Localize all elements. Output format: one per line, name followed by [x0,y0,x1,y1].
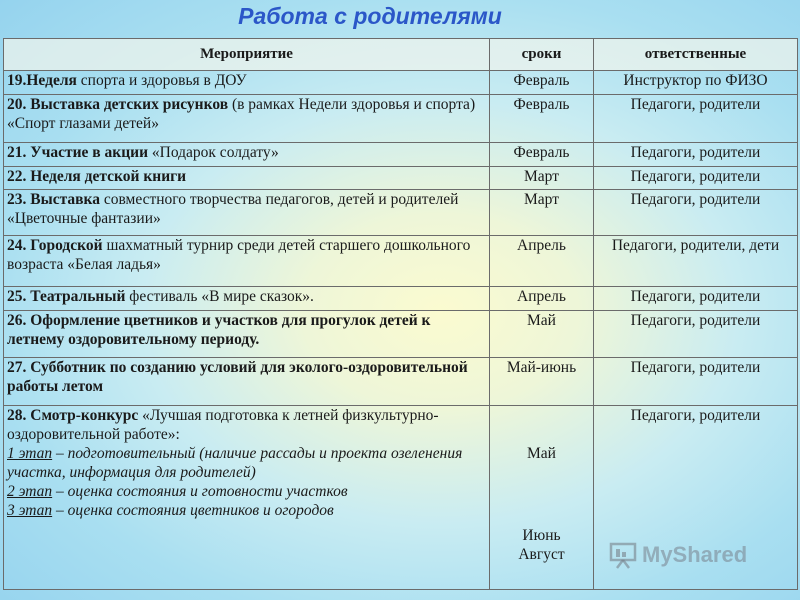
event-details: (в рамках Недели здоровья и спорта) «Спорт глазами детей» [7,96,476,132]
period-cell: Март [490,167,594,190]
event-cell [4,143,490,167]
table-row [4,287,798,311]
responsible-cell: Педагоги, родители [594,406,798,590]
stage-item [7,444,486,482]
period-cell: Апрель [490,236,594,287]
period-cell: Апрель [490,287,594,311]
table-row [4,167,798,190]
stage-period: Май [527,445,556,462]
stage-text: – подготовительный (наличие рассады и проекта озеленения участка, информация для родителей) [7,445,463,481]
event-details: шахматный турнир среди детей старшего дошкольного возраста «Белая ладья» [7,237,471,273]
event-title: 22. Неделя детской книги [7,168,187,185]
event-title: 24. Городской [7,237,103,254]
period-cell: Май-июнь [490,358,594,406]
period-cell: Май [490,311,594,358]
stage-label: 2 этап [7,483,53,500]
stage-item [7,482,486,501]
period-cell: Февраль [490,95,594,143]
stage-period: Июнь [522,527,561,544]
event-cell [4,358,490,406]
column-header-event: Мероприятие [4,39,490,71]
event-details: совместного творчества педагогов, детей и родителей «Цветочные фантазии» [7,191,459,227]
table-row [4,143,798,167]
period-cell [490,406,594,590]
event-title: 27. Субботник по созданию условий для эколого-оздоровительной работы летом [7,359,468,395]
event-summary [7,406,486,444]
event-cell [4,71,490,95]
responsible-cell: Педагоги, родители [594,167,798,190]
responsible-cell: Инструктор по ФИЗО [594,71,798,95]
event-cell [4,190,490,236]
table-row [4,236,798,287]
event-details: «Лучшая подготовка к летней физкультурно-оздоровительной работе»: [7,407,439,443]
table-row [4,71,798,95]
responsible-cell: Педагоги, родители [594,143,798,167]
event-title: 23. Выставка [7,191,100,208]
presentation-icon [608,540,638,570]
event-title: 28. Смотр-конкурс [7,407,139,424]
watermark [608,540,747,570]
column-header-period: сроки [490,39,594,71]
watermark-text: MyShared [642,542,748,567]
event-details: «Подарок солдату» [148,144,279,161]
event-cell [4,236,490,287]
responsible-cell: Педагоги, родители [594,311,798,358]
responsible-cell: Педагоги, родители [594,95,798,143]
responsible-cell: Педагоги, родители [594,190,798,236]
event-title: 21. Участие в акции [7,144,149,161]
event-cell [4,311,490,358]
stage-label: 3 этап [7,502,53,519]
stage-period: Август [518,546,565,563]
stage-text: – оценка состояния цветников и огородов [52,502,334,519]
event-title: 19.Неделя [7,72,77,89]
table-row [4,190,798,236]
stage-item [7,501,486,520]
stage-text: – оценка состояния и готовности участков [52,483,348,500]
table-row [4,95,798,143]
events-table [3,38,798,590]
event-title: 26. Оформление цветников и участков для прогулок детей к летнему оздоровительному периоду. [7,312,431,348]
responsible-cell: Педагоги, родители [594,287,798,311]
responsible-cell: Педагоги, родители, дети [594,236,798,287]
event-cell [4,167,490,190]
period-cell: Февраль [490,71,594,95]
event-title: 20. Выставка детских рисунков [7,96,229,113]
stage-label: 1 этап [7,445,53,462]
column-header-responsible: ответственные [594,39,798,71]
table-row [4,358,798,406]
event-cell [4,95,490,143]
page-title: Работа с родителями [238,3,502,29]
event-cell [4,406,490,590]
responsible-cell: Педагоги, родители [594,358,798,406]
event-details: фестиваль «В мире сказок». [125,288,314,305]
table-row [4,311,798,358]
period-cell: Март [490,190,594,236]
event-title: 25. Театральный [7,288,126,305]
period-cell: Февраль [490,143,594,167]
table-header-row [4,39,798,71]
event-cell [4,287,490,311]
event-details: спорта и здоровья в ДОУ [76,72,247,89]
